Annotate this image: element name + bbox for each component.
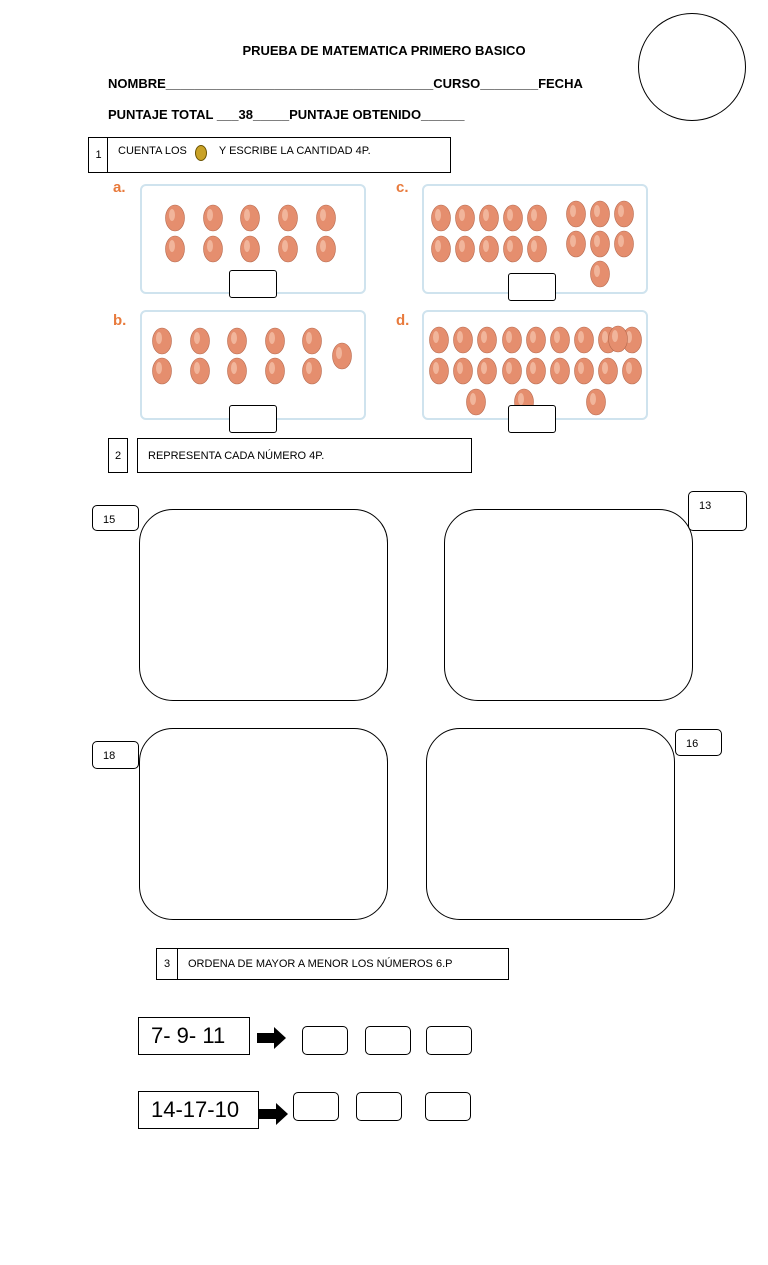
panel-label-c: c. — [396, 179, 409, 196]
egg-icon — [279, 236, 298, 262]
egg-icon — [303, 358, 322, 384]
egg-icon — [528, 205, 547, 231]
order-box-1-1[interactable] — [302, 1026, 348, 1055]
egg-icon — [166, 205, 185, 231]
egg-icon — [567, 231, 586, 257]
question-1-number: 1 — [88, 137, 108, 173]
draw-box-16[interactable] — [426, 728, 675, 920]
sequence-2: 14-17-10 — [138, 1091, 259, 1129]
egg-icon — [191, 358, 210, 384]
order-box-1-2[interactable] — [365, 1026, 411, 1055]
egg-icon — [478, 358, 497, 384]
number-tag-13: 13 — [688, 491, 747, 531]
egg-icon — [266, 358, 285, 384]
arrow-right-icon — [257, 1027, 287, 1054]
egg-icon — [503, 327, 522, 353]
egg-icon — [615, 201, 634, 227]
panel-label-b: b. — [113, 312, 127, 329]
page-title: PRUEBA DE MATEMATICA PRIMERO BASICO — [242, 43, 526, 58]
score-line: PUNTAJE TOTAL ___38_____PUNTAJE OBTENIDO______ — [108, 107, 465, 122]
order-box-2-1[interactable] — [293, 1092, 339, 1121]
egg-icon — [241, 236, 260, 262]
instruction-text-before: CUENTA LOS — [118, 145, 187, 157]
egg-icon — [191, 328, 210, 354]
name-course-date-line: NOMBRE_____________________________________CURSO________FECHA — [108, 76, 583, 91]
egg-icon — [527, 327, 546, 353]
photo-circle — [638, 13, 746, 121]
egg-icon — [478, 327, 497, 353]
question-3-instruction: ORDENA DE MAYOR A MENOR LOS NÚMEROS 6.P — [177, 948, 509, 980]
egg-icon — [587, 389, 606, 415]
egg-icon — [228, 328, 247, 354]
answer-box-c[interactable] — [508, 273, 556, 301]
arrow-right-icon — [259, 1103, 289, 1130]
egg-icon — [456, 236, 475, 262]
number-tag-16: 16 — [675, 729, 722, 756]
draw-box-15[interactable] — [139, 509, 388, 701]
egg-icon — [430, 327, 449, 353]
egg-icon — [480, 205, 499, 231]
egg-icon — [591, 231, 610, 257]
egg-icon — [615, 231, 634, 257]
egg-icon — [454, 327, 473, 353]
panel-label-d: d. — [396, 312, 410, 329]
egg-icon — [456, 205, 475, 231]
egg-icon — [204, 236, 223, 262]
order-box-1-3[interactable] — [426, 1026, 472, 1055]
egg-icon — [333, 343, 352, 369]
egg-icon — [303, 328, 322, 354]
panel-b — [140, 310, 366, 420]
egg-icon — [432, 205, 451, 231]
instruction-text-after: Y ESCRIBE LA CANTIDAD 4P. — [218, 145, 371, 157]
egg-icon — [591, 201, 610, 227]
order-box-2-3[interactable] — [425, 1092, 471, 1121]
answer-box-b[interactable] — [229, 405, 277, 433]
number-tag-18: 18 — [92, 741, 139, 769]
egg-icon — [467, 389, 486, 415]
egg-icon — [317, 205, 336, 231]
egg-icon — [153, 358, 172, 384]
egg-icon — [266, 328, 285, 354]
coin-icon — [195, 145, 207, 161]
panel-d — [422, 310, 648, 420]
egg-icon — [317, 236, 336, 262]
egg-icon — [153, 328, 172, 354]
egg-icon — [430, 358, 449, 384]
egg-icon — [551, 327, 570, 353]
draw-box-13[interactable] — [444, 509, 693, 701]
question-3-number: 3 — [156, 948, 178, 980]
question-2-number: 2 — [108, 438, 128, 473]
egg-icon — [609, 326, 628, 352]
egg-icon — [575, 358, 594, 384]
panel-label-a: a. — [113, 179, 126, 196]
egg-icon — [228, 358, 247, 384]
egg-icon — [480, 236, 499, 262]
egg-icon — [551, 358, 570, 384]
answer-box-a[interactable] — [229, 270, 277, 298]
egg-icon — [599, 358, 618, 384]
egg-icon — [575, 327, 594, 353]
question-2-instruction: REPRESENTA CADA NÚMERO 4P. — [137, 438, 472, 473]
egg-icon — [528, 236, 547, 262]
sequence-1: 7- 9- 11 — [138, 1017, 250, 1055]
number-tag-15: 15 — [92, 505, 139, 531]
eggs-figure — [107, 176, 651, 434]
egg-icon — [241, 205, 260, 231]
eggs-b — [142, 312, 364, 418]
egg-icon — [204, 205, 223, 231]
egg-icon — [166, 236, 185, 262]
question-1-instruction — [107, 137, 451, 173]
draw-box-18[interactable] — [139, 728, 388, 920]
egg-icon — [279, 205, 298, 231]
egg-icon — [623, 358, 642, 384]
egg-icon — [432, 236, 451, 262]
eggs-d — [424, 312, 646, 418]
order-box-2-2[interactable] — [356, 1092, 402, 1121]
egg-icon — [567, 201, 586, 227]
egg-icon — [527, 358, 546, 384]
egg-icon — [503, 358, 522, 384]
egg-icon — [591, 261, 610, 287]
egg-icon — [504, 236, 523, 262]
answer-box-d[interactable] — [508, 405, 556, 433]
egg-icon — [504, 205, 523, 231]
egg-icon — [454, 358, 473, 384]
